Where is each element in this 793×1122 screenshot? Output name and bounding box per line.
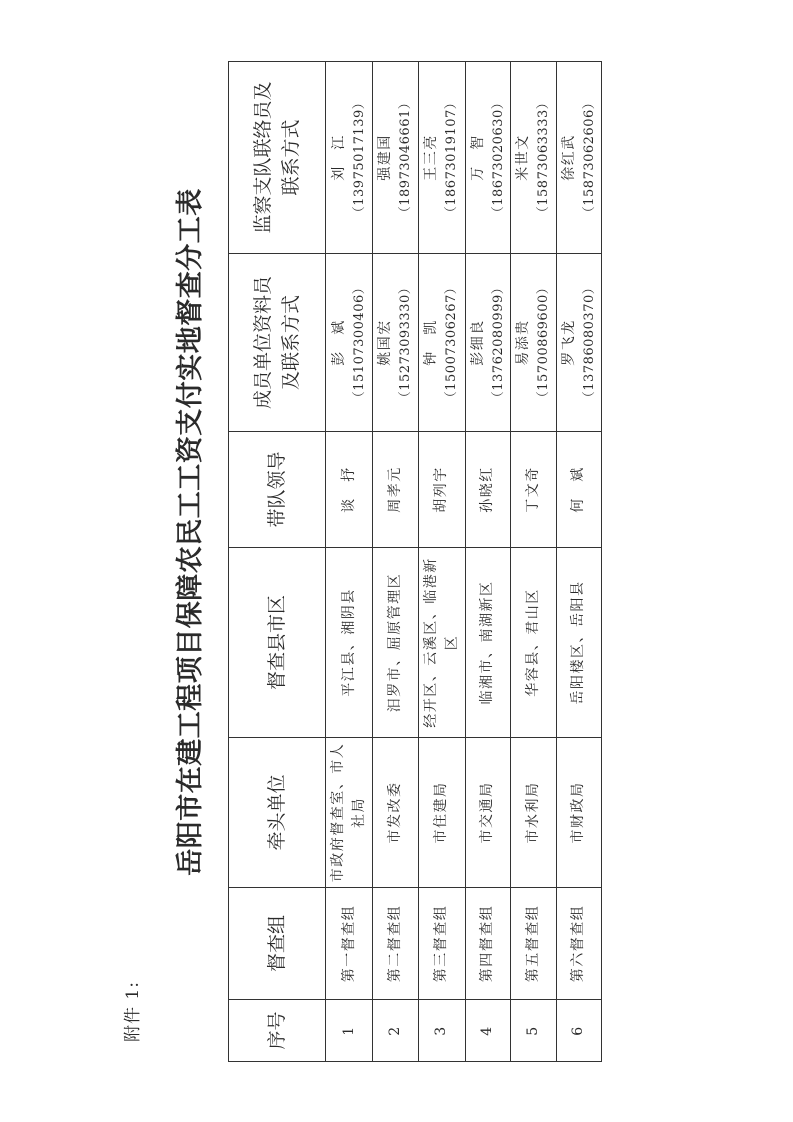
document-title: 岳阳市在建工程项目保障农民工工资支付实地督查分工表 (175, 188, 206, 876)
cell-member-contact (465, 254, 511, 432)
cell-group: 第三督查组 (418, 888, 465, 1000)
member-phone: （13762080999） (490, 280, 506, 405)
table-row (373, 62, 419, 1062)
cell-group: 第五督查组 (511, 888, 557, 1000)
cell-areas: 华容县、君山区 (511, 548, 557, 738)
cell-lead-unit: 市交通局 (465, 738, 511, 888)
attachment-label: 附件 1: (123, 981, 143, 1042)
member-name: 彭 斌 (330, 319, 347, 366)
cell-liaison-contact (556, 62, 602, 254)
cell-no: 2 (373, 1000, 419, 1062)
member-phone: （15700869600） (536, 280, 551, 405)
liaison-name: 刘 江 (330, 134, 347, 181)
cell-liaison-contact (418, 62, 465, 254)
liaison-name: 强建国 (377, 134, 393, 181)
cell-areas: 岳阳楼区、岳阳县 (556, 548, 602, 738)
table-row (556, 62, 602, 1062)
cell-no: 6 (556, 1000, 602, 1062)
cell-areas: 汨罗市、屈原管理区 (373, 548, 419, 738)
cell-group: 第一督查组 (326, 888, 373, 1000)
cell-member-contact (326, 254, 373, 432)
table-row (326, 62, 373, 1062)
cell-leader: 周孝元 (373, 432, 419, 548)
table-header-row (229, 62, 326, 1062)
cell-no: 1 (326, 1000, 373, 1062)
liaison-phone: （15873063333） (536, 95, 551, 220)
cell-group: 第六督查组 (556, 888, 602, 1000)
cell-lead-unit: 市发改委 (373, 738, 419, 888)
liaison-phone: （18673020630） (490, 95, 506, 220)
cell-member-contact (511, 254, 557, 432)
table-row (511, 62, 557, 1062)
member-name: 姚国宏 (377, 319, 393, 366)
member-name: 钟 凯 (423, 319, 440, 366)
cell-lead-unit: 市住建局 (418, 738, 465, 888)
cell-no: 3 (418, 1000, 465, 1062)
liaison-phone: （18673019107） (444, 95, 460, 220)
liaison-name: 米世文 (515, 134, 531, 181)
header-areas: 督查县市区 (229, 548, 326, 738)
member-name: 易添贵 (515, 319, 531, 366)
cell-lead-unit: 市政府督查室、市人社局 (326, 738, 373, 888)
assignment-table (228, 61, 602, 1062)
liaison-name: 万 智 (469, 134, 486, 181)
cell-liaison-contact (511, 62, 557, 254)
liaison-name: 王三亮 (423, 134, 440, 181)
cell-areas: 平江县、湘阴县 (326, 548, 373, 738)
cell-liaison-contact (373, 62, 419, 254)
cell-member-contact (418, 254, 465, 432)
header-leader: 带队领导 (229, 432, 326, 548)
table-row (418, 62, 465, 1062)
cell-leader: 谈 抒 (326, 432, 373, 548)
cell-member-contact (373, 254, 419, 432)
cell-liaison-contact (465, 62, 511, 254)
member-phone: （15007306267） (444, 280, 460, 405)
liaison-phone: （18973046661） (398, 95, 413, 220)
cell-areas: 经开区、云溪区、临港新区 (418, 548, 465, 738)
cell-group: 第二督查组 (373, 888, 419, 1000)
member-phone: （13786080370） (581, 280, 597, 405)
cell-leader: 何 斌 (556, 432, 602, 548)
member-name: 彭细良 (469, 319, 486, 366)
cell-group: 第四督查组 (465, 888, 511, 1000)
header-no: 序号 (229, 1000, 326, 1062)
header-group: 督查组 (229, 888, 326, 1000)
cell-liaison-contact (326, 62, 373, 254)
member-phone: （15273093330） (398, 280, 413, 405)
cell-leader: 丁文奇 (511, 432, 557, 548)
liaison-name: 徐红武 (560, 134, 577, 181)
cell-lead-unit: 市水利局 (511, 738, 557, 888)
header-member-contact: 成员单位资料员及联系方式 (229, 254, 326, 432)
header-liaison-contact: 监察支队联络员及联系方式 (229, 62, 326, 254)
table-row (465, 62, 511, 1062)
cell-leader: 胡列宇 (418, 432, 465, 548)
header-lead-unit: 牵头单位 (229, 738, 326, 888)
liaison-phone: （15873062606） (581, 95, 597, 220)
cell-member-contact (556, 254, 602, 432)
liaison-phone: （13975017139） (351, 95, 367, 220)
cell-no: 4 (465, 1000, 511, 1062)
member-name: 罗飞龙 (560, 319, 577, 366)
cell-leader: 孙晓红 (465, 432, 511, 548)
member-phone: （15107300406） (351, 280, 367, 405)
cell-lead-unit: 市财政局 (556, 738, 602, 888)
cell-no: 5 (511, 1000, 557, 1062)
cell-areas: 临湘市、南湖新区 (465, 548, 511, 738)
